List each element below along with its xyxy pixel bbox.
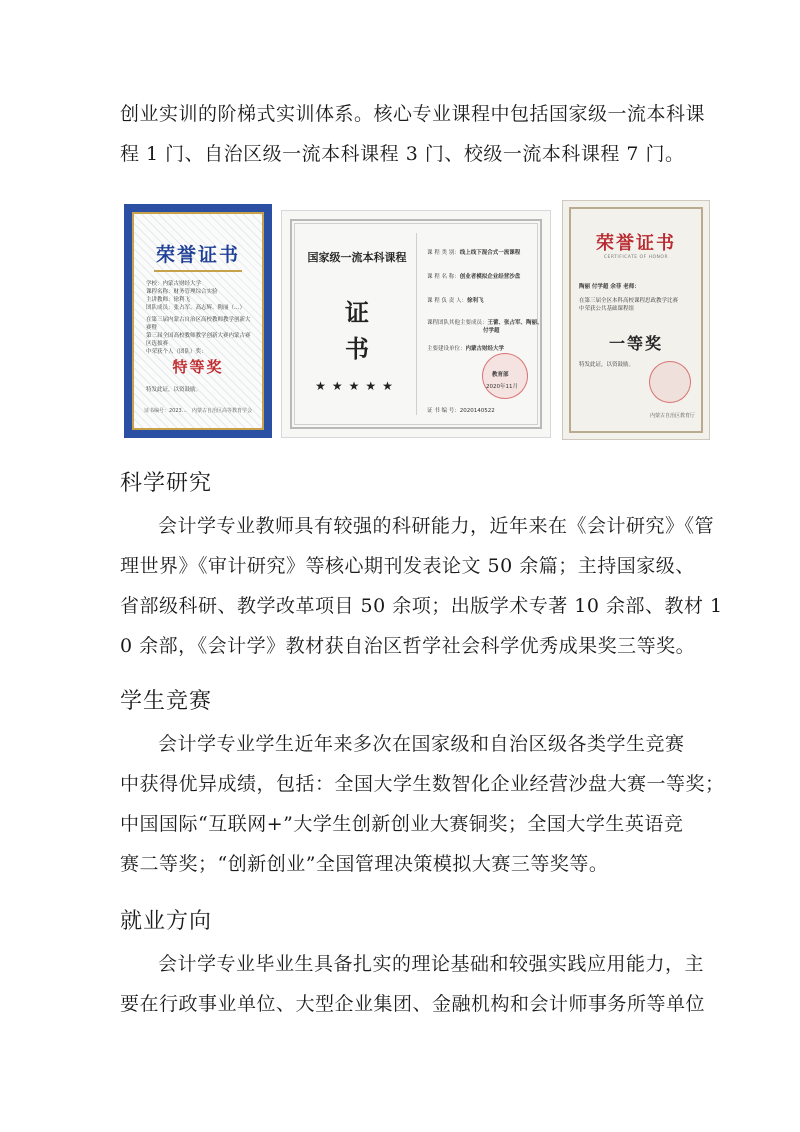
text-line: 会计学专业教师具有较强的科研能力，近年来在《会计研究》《管 bbox=[158, 515, 715, 537]
certificate-grade: 一等奖 bbox=[608, 334, 663, 353]
seal-stamp bbox=[649, 361, 691, 403]
certificate-image-honor bbox=[562, 200, 710, 440]
certificate-frame bbox=[132, 212, 264, 430]
certificate-field: 课 程 类 别：线上线下混合式一流课程 bbox=[427, 250, 521, 256]
certificate-title: 荣誉证书 bbox=[155, 244, 240, 266]
certificate-char: 证 bbox=[345, 299, 369, 327]
section-heading-careers: 就业方向 bbox=[120, 909, 213, 934]
certificate-field: 课 程 负 责 人：徐利飞 bbox=[427, 298, 484, 304]
certificate-field: 课 程 名 称：创业者模拟企业经营沙盘 bbox=[427, 274, 521, 280]
certificate-grade: 特等奖 bbox=[172, 358, 224, 376]
certificate-field: 付学超 bbox=[483, 328, 500, 334]
certificate-number: 证 书 编 号：2020140522 bbox=[427, 408, 495, 414]
text-line: 创业实训的阶梯式实训体系。核心专业课程中包括国家级一流本科课 bbox=[120, 103, 706, 125]
section-heading-research: 科学研究 bbox=[120, 471, 213, 496]
text-line: 中国国际“互联网+”大学生创新创业大赛铜奖；全国大学生英语竞 bbox=[120, 813, 684, 835]
certificate-title: 国家级一流本科课程 bbox=[307, 251, 407, 264]
intro-paragraph bbox=[120, 94, 706, 174]
certificate-image-national-course bbox=[281, 210, 551, 438]
text-line: 省部级科研、教学改革项目 50 余项；出版学术专著 10 余部、教材 1 bbox=[120, 595, 723, 617]
text-line: 0 余部，《会计学》教材获自治区哲学社会科学优秀成果奖三等奖。 bbox=[120, 635, 696, 657]
text-line: 程 1 门、自治区级一流本科课程 3 门、校级一流本科课程 7 门。 bbox=[120, 143, 685, 165]
certificate-issuer: 内蒙古自治区高等教育学会 bbox=[191, 408, 252, 414]
text-line: 理世界》《审计研究》等核心期刊发表论文 50 余篇；主持国家级、 bbox=[120, 555, 695, 577]
certificate-subtitle: CERTIFICATE OF HONOR bbox=[603, 255, 669, 260]
certificate-image-teaching-award bbox=[124, 204, 272, 438]
certificate-field: 主要建设单位：内蒙古财经大学 bbox=[427, 346, 505, 352]
certificate-body: 在第三届全区本科高校课程思政教学比赛 中荣获公共基础课程组 bbox=[579, 298, 679, 312]
section-paragraph-research bbox=[120, 506, 723, 666]
star-icons: ★★★★★ bbox=[315, 379, 399, 393]
text-line: 会计学专业学生近年来多次在国家级和自治区级各类学生竞赛 bbox=[158, 733, 685, 755]
text-line: 会计学专业毕业生具备扎实的理论基础和较强实践应用能力，主 bbox=[158, 953, 705, 975]
certificate-body: 学校：内蒙古财经大学 课程名称：财务管理综合实验 主讲教师：徐利飞 团队成员：张占军、高志辉、陶丽（…） 在第三届内蒙古自治区高校教师教学创新大赛暨 第三届全国高校教师教学创新大赛内蒙古赛区选拔赛 中荣获个人（团队）奖： bbox=[146, 281, 251, 355]
certificate-issuer: 教育部 bbox=[492, 372, 509, 378]
section-heading-competitions: 学生竞赛 bbox=[120, 689, 213, 714]
certificate-recipient: 陶丽 付学超 余菲 老师： bbox=[579, 284, 640, 290]
certificate-footer: 特发此证，以资鼓励。 bbox=[146, 387, 202, 393]
certificate-field: 课程团队其他主要成员：王蕾、张占军、陶丽、 bbox=[427, 320, 543, 326]
text-line: 中获得优异成绩，包括：全国大学生数智化企业经营沙盘大赛一等奖； bbox=[120, 773, 725, 795]
certificate-date: 2020年11月 bbox=[486, 384, 518, 390]
certificate-footer: 特发此证，以资鼓励。 bbox=[579, 362, 635, 368]
section-paragraph-careers bbox=[120, 944, 706, 1024]
text-line: 赛二等奖；“创新创业”全国管理决策模拟大赛三等奖等。 bbox=[120, 853, 609, 875]
certificate-title: 荣誉证书 bbox=[596, 233, 676, 254]
certificate-number: 证书编号：2023… bbox=[144, 408, 187, 414]
section-paragraph-competitions bbox=[120, 724, 725, 884]
certificate-char: 书 bbox=[345, 335, 369, 363]
text-line: 要在行政事业单位、大型企业集团、金融机构和会计师事务所等单位 bbox=[120, 993, 706, 1015]
certificate-issuer: 内蒙古自治区教育厅 bbox=[649, 413, 695, 419]
